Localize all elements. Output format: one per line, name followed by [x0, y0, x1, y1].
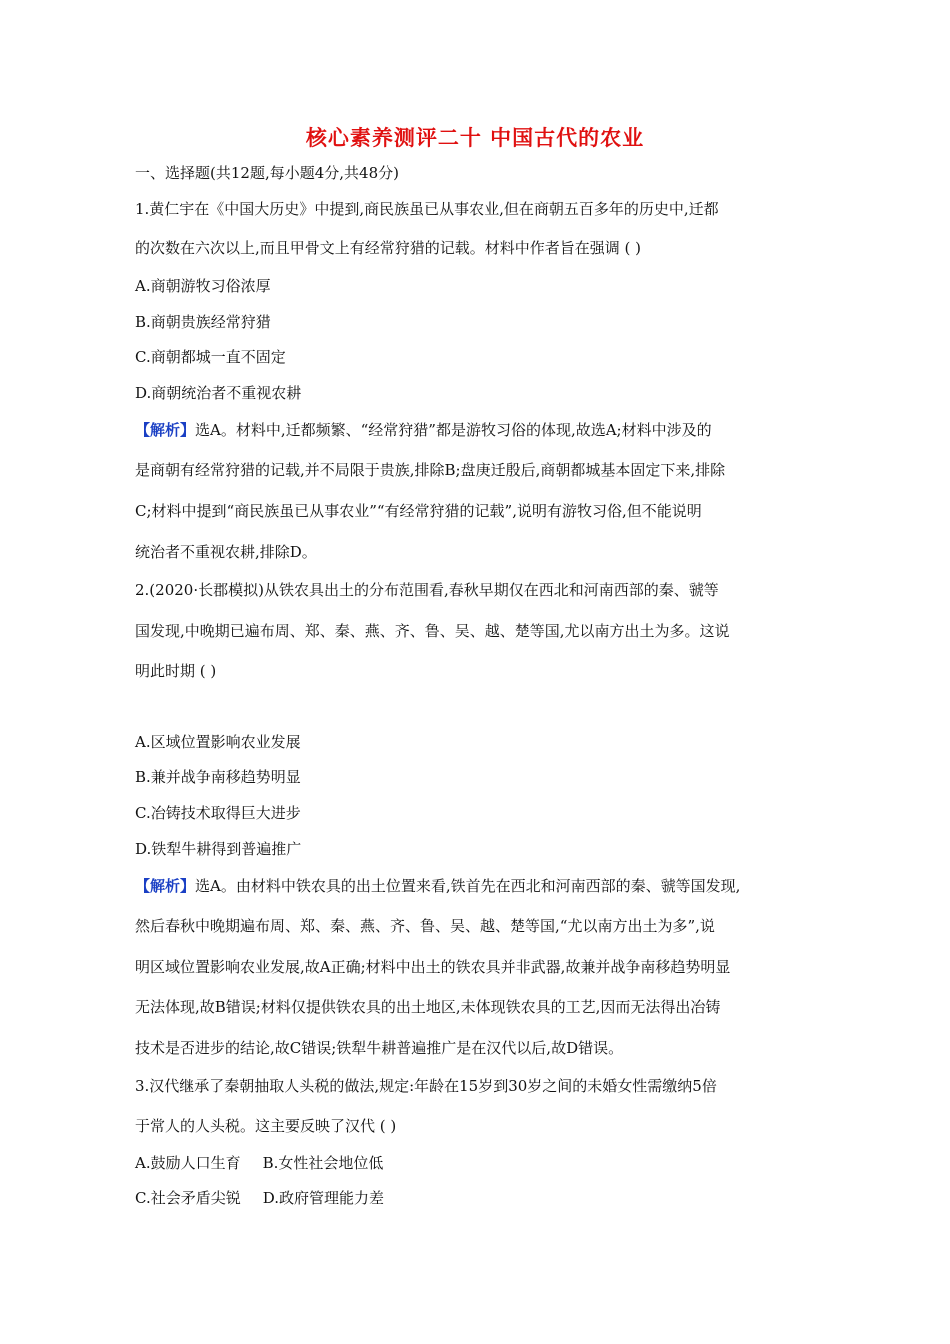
q2-stem-line: 国发现,中晚期已遍布周、郑、秦、燕、齐、鲁、吴、越、楚等国,尤以南方出土为多。这说: [135, 622, 730, 640]
q3-options-row: [135, 1153, 825, 1173]
q2-analysis-line: 技术是否进步的结论,故C错误;铁犁牛耕普遍推广是在汉代以后,故D错误。: [135, 1039, 624, 1057]
q3-option: B.女性社会地位低: [262, 1154, 384, 1172]
q2-option: D.铁犁牛耕得到普遍推广: [135, 840, 302, 858]
section-heading: 一、选择题(共12题,每小题4分,共48分): [135, 164, 399, 182]
analysis-label: 【解析】: [135, 877, 196, 895]
q1-analysis-line: 是商朝有经常狩猎的记载,并不局限于贵族,排除B;盘庚迁殷后,商朝都城基本固定下来,排除: [135, 461, 726, 479]
q3-options-row: [135, 1188, 825, 1208]
q2-analysis-line: 明区域位置影响农业发展,故A正确;材料中出土的铁农具并非武器,故兼并战争南移趋势明显: [135, 958, 731, 976]
q2-analysis-line: [135, 876, 825, 896]
q2-option: C.冶铸技术取得巨大进步: [135, 804, 301, 822]
q3-option: C.社会矛盾尖锐: [135, 1189, 241, 1207]
q3-stem-line: 3.汉代继承了秦朝抽取人头税的做法,规定:年龄在15岁到30岁之间的未婚女性需缴纳5倍: [135, 1077, 717, 1095]
q2-stem-line: 2.(2020·长郡模拟)从铁农具出土的分布范围看,春秋早期仅在西北和河南西部的秦、虢等: [135, 581, 719, 599]
q1-analysis-line: [135, 420, 825, 440]
q1-analysis-line: C;材料中提到“商民族虽已从事农业”“有经常狩猎的记载”,说明有游牧习俗,但不能说明: [135, 502, 702, 520]
q2-analysis-text: 选A。由材料中铁农具的出土位置来看,铁首先在西北和河南西部的秦、虢等国发现,: [195, 877, 741, 895]
page-title: 核心素养测评二十 中国古代的农业: [305, 126, 645, 150]
q1-option: D.商朝统治者不重视农耕: [135, 384, 302, 402]
q2-analysis-line: 然后春秋中晚期遍布周、郑、秦、燕、齐、鲁、吴、越、楚等国,“尤以南方出土为多”,说: [135, 917, 715, 935]
q1-option: C.商朝都城一直不固定: [135, 348, 286, 366]
q2-option: A.区域位置影响农业发展: [135, 733, 301, 751]
q2-option: B.兼并战争南移趋势明显: [135, 768, 301, 786]
q3-option: A.鼓励人口生育: [135, 1154, 241, 1172]
q1-stem-line: 1.黄仁宇在《中国大历史》中提到,商民族虽已从事农业,但在商朝五百多年的历史中,迁都: [135, 200, 719, 218]
q1-option: B.商朝贵族经常狩猎: [135, 313, 271, 331]
q3-option: D.政府管理能力差: [262, 1189, 384, 1207]
q1-stem-line: 的次数在六次以上,而且甲骨文上有经常狩猎的记载。材料中作者旨在强调 ( ): [135, 239, 642, 257]
q2-analysis-line: 无法体现,故B错误;材料仅提供铁农具的出土地区,未体现铁农具的工艺,因而无法得出冶铸: [135, 998, 721, 1016]
q2-stem-line: 明此时期 ( ): [135, 662, 217, 680]
analysis-label: 【解析】: [135, 421, 196, 439]
q1-analysis-line: 统治者不重视农耕,排除D。: [135, 543, 317, 561]
q1-analysis-text: 选A。材料中,迁都频繁、“经常狩猎”都是游牧习俗的体现,故选A;材料中涉及的: [195, 421, 712, 439]
q3-stem-line: 于常人的人头税。这主要反映了汉代 ( ): [135, 1117, 397, 1135]
q1-option: A.商朝游牧习俗浓厚: [135, 277, 271, 295]
